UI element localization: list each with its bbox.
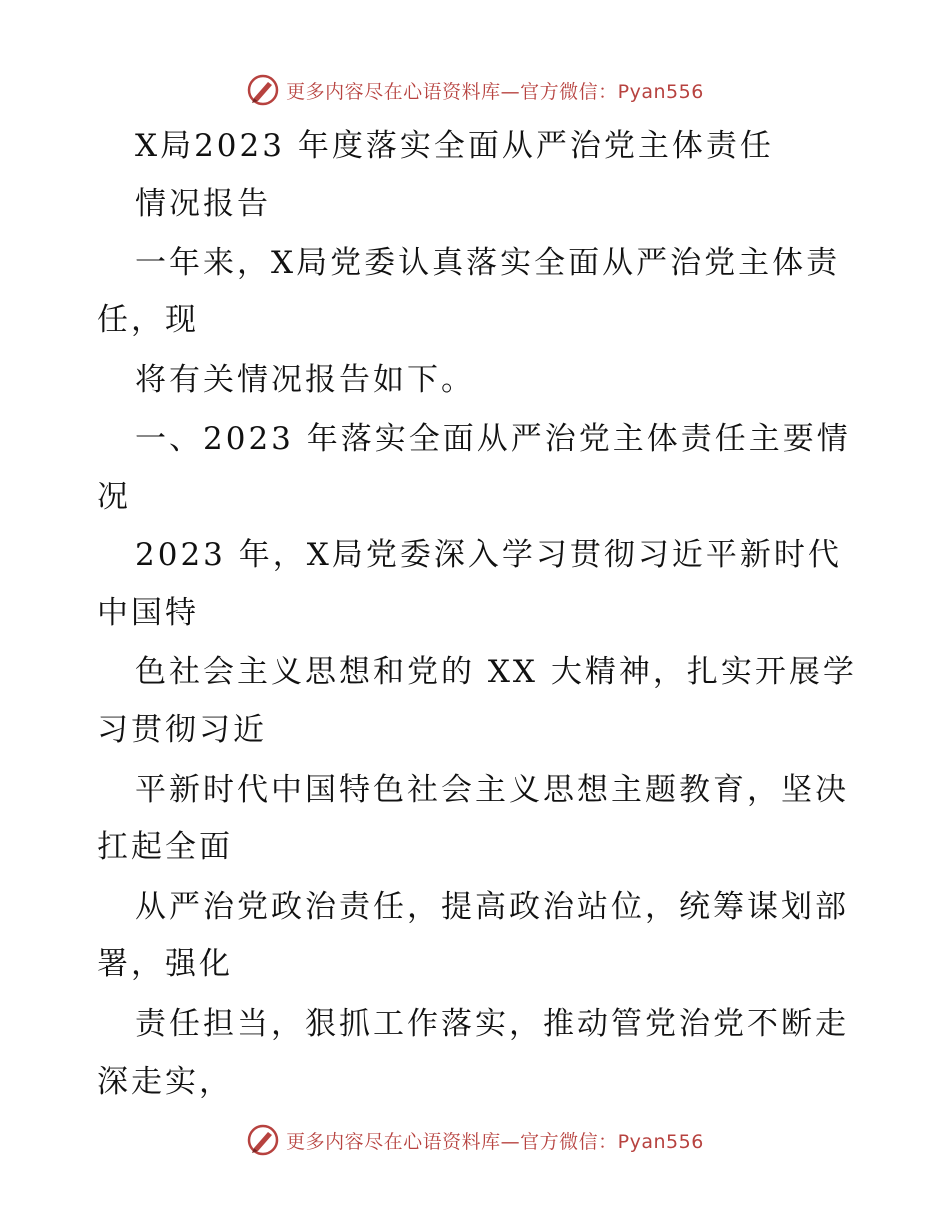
doc-paragraph-line: 将有关情况报告如下。 [135,362,475,398]
doc-paragraph-line: 色社会主义思想和党的 XX 大精神，扎实开展学 [135,654,857,690]
doc-paragraph-line: 署，强化 [97,946,233,982]
doc-paragraph-line: 任，现 [97,302,199,338]
doc-paragraph-line: 习贯彻习近 [97,712,267,748]
watermark-footer [0,1120,950,1160]
doc-paragraph-line: 扛起全面 [97,829,233,865]
doc-title-line-1: X局2023 年度落实全面从严治党主体责任 [135,128,774,164]
doc-paragraph-line: 2023 年，X局党委深入学习贯彻习近平新时代 [135,537,842,573]
doc-paragraph-line: 责任担当，狠抓工作落实，推动管党治党不断走 [135,1006,849,1042]
pen-logo-icon [246,1123,280,1157]
doc-section-heading: 一、2023 年落实全面从严治党主体责任主要情 [135,421,851,457]
doc-paragraph-line: 一年来，X局党委认真落实全面从严治党主体责 [135,245,841,281]
doc-title-line-2: 情况报告 [135,186,271,222]
doc-paragraph-line: 中国特 [97,595,199,631]
doc-paragraph-line: 从严治党政治责任，提高政治站位，统筹谋划部 [135,889,849,925]
doc-paragraph-line: 深走实， [97,1064,233,1100]
watermark-text: 更多内容尽在心语资料库—官方微信：Pyan556 [286,1130,704,1153]
watermark-text: 更多内容尽在心语资料库—官方微信：Pyan556 [286,80,704,103]
doc-section-heading-cont: 况 [97,479,131,515]
doc-paragraph-line: 平新时代中国特色社会主义思想主题教育，坚决 [135,772,849,808]
